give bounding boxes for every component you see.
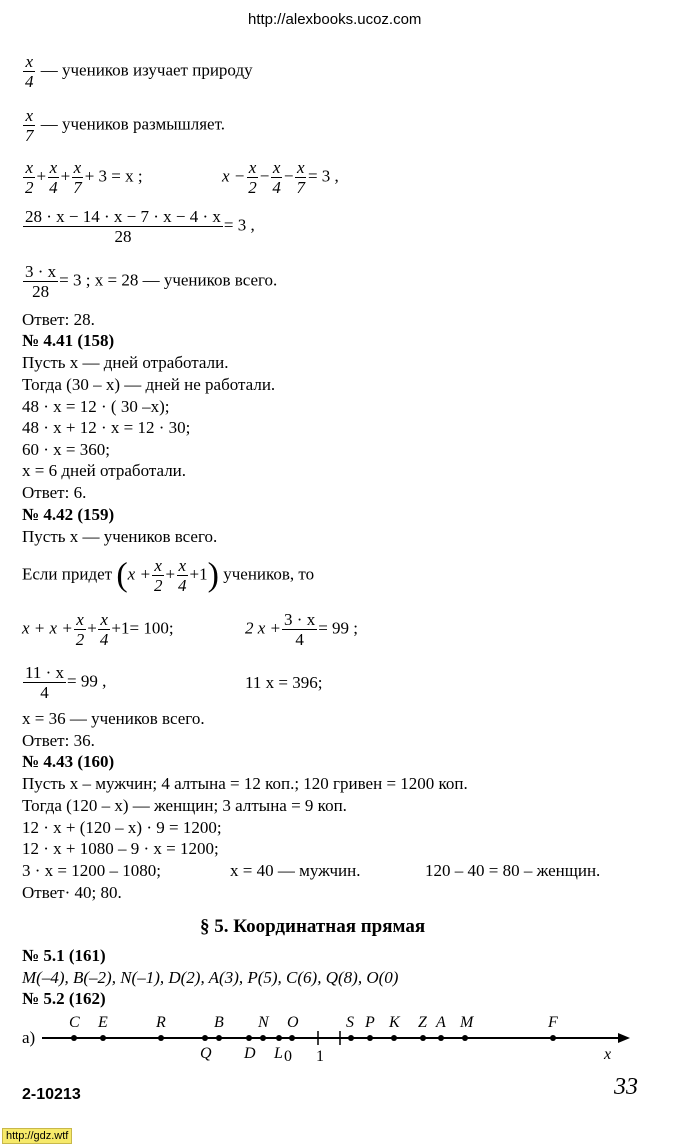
text: 2 x + [245, 618, 282, 638]
equation-2 [222, 158, 339, 197]
above-labels [69, 1014, 558, 1031]
op: + [36, 166, 47, 186]
point-dot [438, 1035, 444, 1041]
point-label-O: O [287, 1014, 299, 1031]
text-line: Тогда (30 – x) — дней не работали. [22, 375, 276, 394]
equation-1 [22, 158, 143, 197]
numerator: x [248, 158, 257, 177]
point-label-P: P [365, 1014, 375, 1031]
point-label-S: S [346, 1014, 354, 1031]
point-dot [260, 1035, 266, 1041]
point-dot [391, 1035, 397, 1041]
point-dot [246, 1035, 252, 1041]
op: − [259, 166, 270, 186]
denominator: 4 [272, 178, 281, 197]
point-label-L: L [274, 1045, 283, 1062]
problem-5-2: № 5.2 (162) [22, 989, 106, 1008]
part-a-label: а) [22, 1028, 36, 1047]
problem-4-42: № 4.42 (159) [22, 505, 115, 524]
text-line: 48 · x = 12 · ( 30 –x); [22, 397, 170, 416]
denominator: 4 [25, 72, 34, 91]
denominator: 2 [75, 630, 85, 649]
op: − [283, 166, 294, 186]
answer-40-80: Ответ· 40; 80. [22, 883, 122, 902]
text: x + x + [22, 618, 73, 638]
equation-8: 11 x = 396; [245, 673, 323, 692]
problem-5-1: № 5.1 (161) [22, 946, 106, 965]
text-line: 3 · x = 1200 – 1080; [22, 861, 161, 880]
denominator: 2 [248, 178, 257, 197]
equation-5 [22, 610, 174, 649]
axis-arrow [618, 1033, 630, 1043]
denominator: 2 [25, 178, 34, 197]
text: = 99 ; [318, 618, 359, 638]
denominator: 7 [296, 178, 305, 197]
point-label-B: B [214, 1014, 224, 1031]
point-dot [462, 1035, 468, 1041]
below-labels [200, 1045, 283, 1062]
text: +1 [189, 564, 208, 584]
numerator: x [178, 556, 187, 575]
point-label-C: C [69, 1014, 80, 1031]
problem-4-41: № 4.41 (158) [22, 331, 115, 350]
text: = 99 , [67, 671, 107, 691]
numerator: x [296, 158, 305, 177]
numerator: x [25, 106, 34, 125]
line-nature [22, 52, 253, 91]
point-dot [216, 1035, 222, 1041]
numerator: x [49, 158, 58, 177]
point-label-R: R [156, 1014, 166, 1031]
denominator: 4 [49, 178, 58, 197]
numerator: x [25, 52, 34, 71]
numerator: 3 · x [284, 610, 316, 629]
denominator: 4 [40, 683, 49, 702]
point-label-Z: Z [418, 1014, 427, 1031]
tick-label-1: 1 [316, 1048, 324, 1065]
point-label-D: D [244, 1045, 256, 1062]
text-line: Пусть x — учеников всего. [22, 527, 218, 546]
answer-6: Ответ: 6. [22, 483, 87, 502]
text-line: x = 36 — учеников всего. [22, 709, 205, 728]
points-list: M(–4), B(–2), N(–1), D(2), A(3), P(5), C(6), Q(8), O(0) [22, 968, 399, 987]
axis-x-label: x [604, 1046, 612, 1063]
answer-36: Ответ: 36. [22, 731, 95, 750]
numerator: x [100, 610, 108, 629]
equation-3 [22, 207, 255, 246]
numerator: 28 · x − 14 · x − 7 · x − 4 · x [25, 207, 221, 226]
point-dot [202, 1035, 208, 1041]
point-dot [71, 1035, 77, 1041]
point-dot [100, 1035, 106, 1041]
text-line: 12 · x + 1080 – 9 · x = 1200; [22, 839, 219, 858]
denominator: 28 [32, 282, 50, 301]
answer-28: Ответ: 28. [22, 310, 95, 329]
numerator: x [73, 158, 82, 177]
numerator: x [272, 158, 281, 177]
footer-code: 2-10213 [22, 1086, 81, 1103]
point-label-Q: Q [200, 1045, 212, 1062]
text: = 3 , [307, 166, 339, 186]
denominator: 2 [153, 576, 163, 595]
text-line: Пусть x — дней отработали. [22, 353, 229, 372]
point-label-F: F [548, 1014, 558, 1031]
text: учеников, то [223, 564, 315, 584]
text-line: 120 – 40 = 80 – женщин. [425, 861, 601, 880]
equation-7 [22, 663, 106, 702]
point-dot [276, 1035, 282, 1041]
point-dot [158, 1035, 164, 1041]
denominator: 7 [25, 126, 34, 145]
point-label-N: N [258, 1014, 269, 1031]
tick-label-0: 0 [284, 1048, 292, 1065]
denominator: 7 [73, 178, 82, 197]
point-dot [348, 1035, 354, 1041]
numerator: x [154, 556, 162, 575]
text: — учеников размышляет. [36, 114, 226, 134]
text-line: 48 · x + 12 · x = 12 · 30; [22, 418, 191, 437]
text-line: 60 · x = 360; [22, 440, 110, 459]
equation-6 [245, 610, 358, 649]
op: + [60, 166, 71, 186]
section-heading: § 5. Координатная прямая [200, 916, 426, 937]
text-line: x = 6 дней отработали. [22, 461, 187, 480]
header-url: http://alexbooks.ucoz.com [248, 11, 422, 28]
point-label-A: A [436, 1014, 446, 1031]
point-dot [420, 1035, 426, 1041]
denominator: 4 [178, 576, 187, 595]
point-dot [367, 1035, 373, 1041]
point-label-M: M [460, 1014, 474, 1031]
numerator: x [25, 158, 34, 177]
text: — учеников изучает природу [36, 60, 253, 80]
denominator: 28 [114, 227, 132, 246]
text: Если придет [22, 564, 113, 584]
equation-4 [22, 262, 277, 301]
numerator: 3 · x [25, 262, 57, 281]
text: = 3 ; x = 28 — учеников всего. [59, 270, 278, 290]
if-comes-line: Если придет (x + $\frac{x}{2}$ + $\frac{x}{4}$ +1) учеников, то [22, 556, 315, 595]
text: + 3 = x ; [84, 166, 143, 186]
text-line: 12 · x + (120 – x) · 9 = 1200; [22, 818, 222, 837]
fraction [23, 106, 36, 145]
coordinate-line [0, 1008, 690, 1068]
denominator: 4 [99, 630, 109, 649]
point-label-E: E [98, 1014, 108, 1031]
text: +1= 100; [111, 618, 174, 638]
op: + [165, 564, 176, 584]
op: + [87, 618, 97, 638]
numerator: x [76, 610, 84, 629]
fraction [23, 52, 36, 91]
text-line: x = 40 — мужчин. [230, 861, 361, 880]
denominator: 4 [295, 630, 304, 649]
line-think [22, 106, 225, 145]
text: x − [222, 166, 246, 186]
numerator: 11 · x [25, 663, 65, 682]
text: x + [127, 564, 151, 584]
text-line: Пусть x – мужчин; 4 алтына = 12 коп.; 120 гривен = 1200 коп. [22, 774, 468, 793]
problem-4-43: № 4.43 (160) [22, 752, 115, 771]
point-dot [289, 1035, 295, 1041]
watermark: http://gdz.wtf [2, 1128, 72, 1144]
page-number: 33 [614, 1074, 638, 1100]
text-line: Тогда (120 – x) — женщин; 3 алтына = 9 коп. [22, 796, 347, 815]
point-label-K: K [389, 1014, 400, 1031]
text: = 3 , [223, 215, 255, 235]
point-dot [550, 1035, 556, 1041]
